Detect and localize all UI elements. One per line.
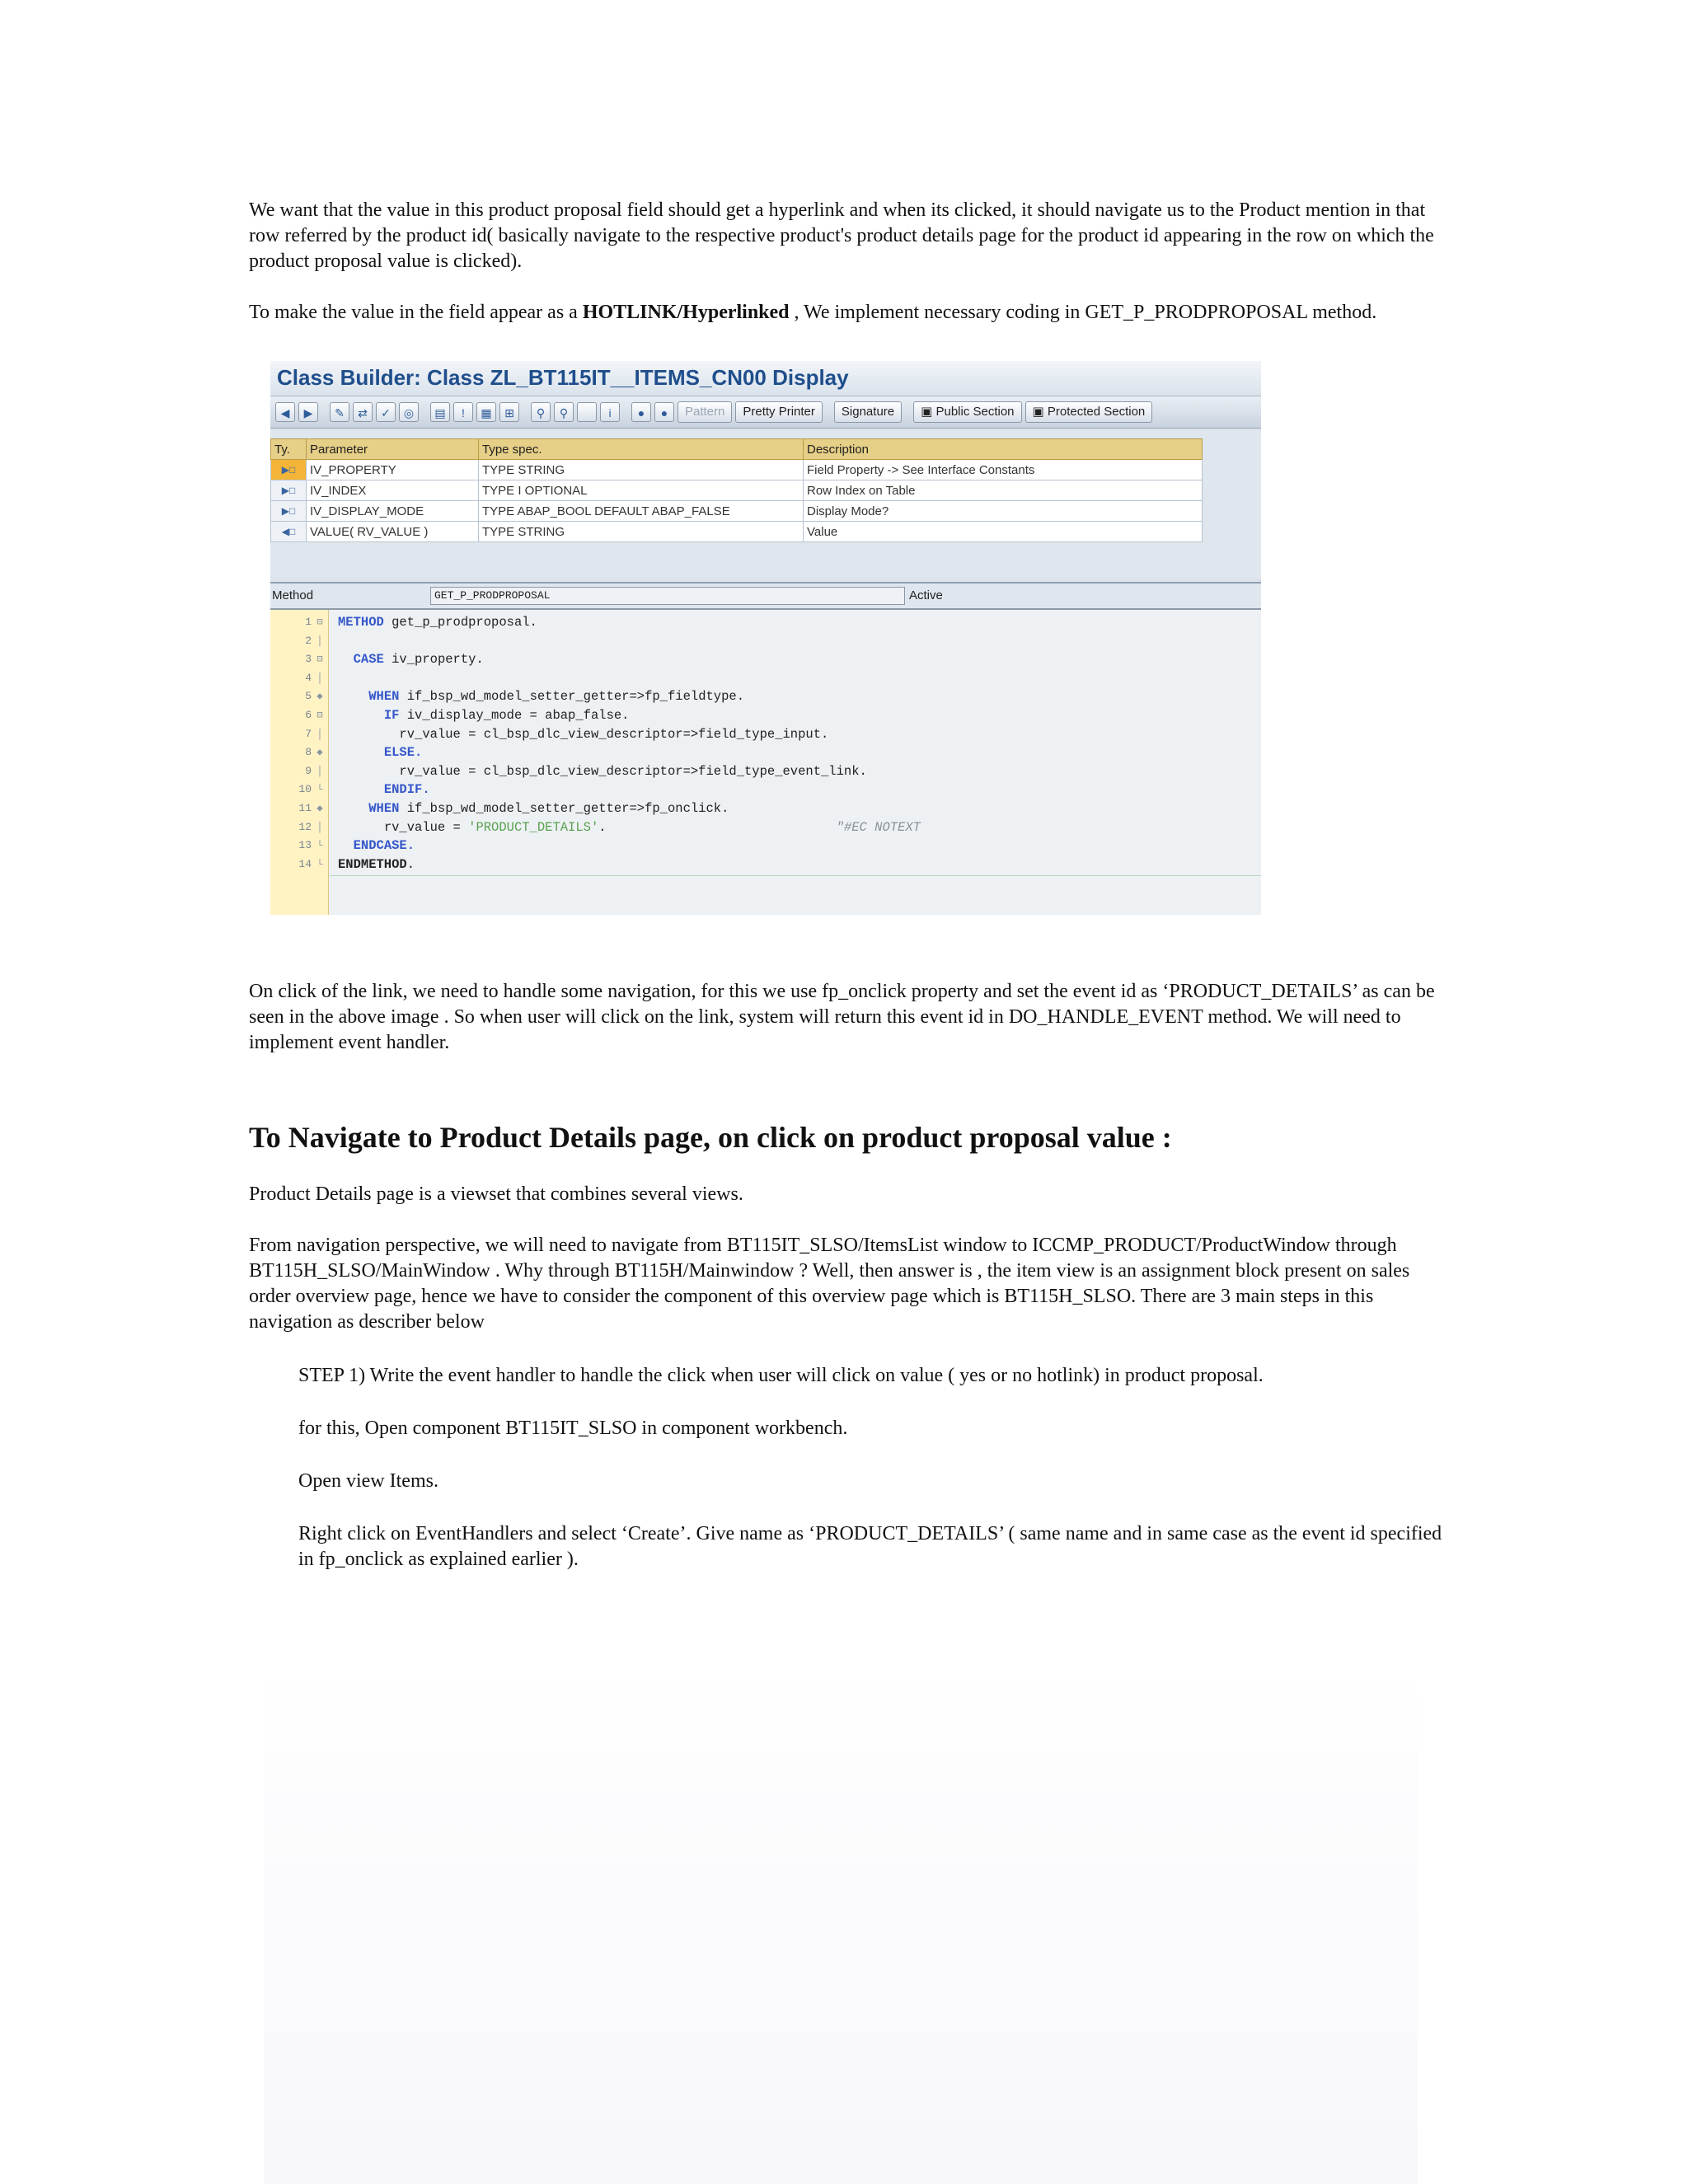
source-code[interactable] [298,613,1261,874]
importing-param-icon: ▶□ [271,501,307,522]
signature-button[interactable]: Signature [834,401,902,423]
external-breakpoint-icon[interactable]: ● [654,402,674,422]
parameter-area [270,430,1261,579]
protected-section-label: Protected Section [1047,405,1146,419]
description-cell[interactable]: Display Mode? [804,501,1203,522]
table-row[interactable] [271,460,1203,480]
returning-param-icon: ◀□ [271,522,307,542]
description-cell[interactable]: Value [804,522,1203,542]
code-line: 5 ◆ WHEN if_bsp_wd_model_setter_getter=>fp_fieldtype. [305,689,745,705]
code-line: 7 │ rv_value = cl_bsp_dlc_view_descriptor=>field_type_input. [305,726,829,742]
hotlink-paragraph-end: , We implement necessary coding in GET_P_PRODPROPOSAL method. [789,302,1377,323]
class-builder-screenshot [270,361,1261,915]
protected-section-button[interactable] [1025,401,1153,423]
open-component-paragraph: for this, Open component BT115IT_SLSO in component workbench. [298,1418,848,1439]
window-title: Class Builder: Class ZL_BT115IT__ITEMS_CN00 Display [270,361,1261,394]
pretty-printer-button[interactable]: Pretty Printer [735,401,823,423]
description-cell[interactable]: Row Index on Table [804,480,1203,501]
column-header-type: Ty. [271,439,307,460]
create-handler-paragraph: Right click on EventHandlers and select ‘Create’. Give name as ‘PRODUCT_DETAILS’ ( same name and in same case as the event id specified in fp_onclick as explained earlier ). [298,1523,1442,1570]
public-section-button[interactable] [913,401,1021,423]
code-line: 8 ◆ ELSE. [305,745,423,761]
type-spec-cell[interactable]: TYPE ABAP_BOOL DEFAULT ABAP_FALSE [479,501,804,522]
switch-icon[interactable]: ⇄ [353,402,373,422]
parameter-table [270,438,1203,542]
end-of-code-line [330,875,1261,876]
open-view-paragraph: Open view Items. [298,1470,438,1492]
blank-icon[interactable] [577,402,597,422]
onclick-paragraph: On click of the link, we need to handle some navigation, for this we use fp_onclick property and set the event id as ‘PRODUCT_DETAILS’ as can be seen in the above image . So when user will click on the link, system will return this event id in DO_HANDLE_EVENT method. We will need to implement event handler. [249,981,1435,1053]
toolbar [270,396,1261,429]
page-background [264,1665,1418,2184]
forward-icon[interactable]: ▶ [298,402,318,422]
navigation-paragraph: From navigation perspective, we will need to navigate from BT115IT_SLSO/ItemsList window to ICCMP_PRODUCT/ProductWindow through BT115H_SLSO/MainWindow . Why through BT115H/Mainwindow ? Well, then answer is , the item view is an assignment block present on sales order overview page, hence we have to consider the component of this overview page which is BT115H_SLSO. There are 3 main steps in this navigation as describer below [249,1235,1410,1333]
description-cell[interactable]: Field Property -> See Interface Constants [804,460,1203,480]
public-section-label: Public Section [935,405,1015,419]
importing-param-icon: ▶□ [271,480,307,501]
breakpoint-icon[interactable]: ● [631,402,651,422]
section-icon: ▣ [921,405,936,419]
find-next-icon[interactable]: ⚲ [554,402,574,422]
column-header-description: Description [804,439,1203,460]
type-spec-cell[interactable]: TYPE STRING [479,460,804,480]
find-icon[interactable]: ⚲ [531,402,551,422]
column-header-parameter: Parameter [307,439,479,460]
parameter-cell[interactable]: IV_DISPLAY_MODE [307,501,479,522]
method-label: Method [272,588,314,602]
section-heading: To Navigate to Product Details page, on click on product proposal value : [249,1121,1172,1154]
parameter-cell[interactable]: IV_PROPERTY [307,460,479,480]
edit-icon[interactable]: ✎ [330,402,349,422]
section-icon: ▣ [1032,405,1048,419]
code-line: 12 │ rv_value = 'PRODUCT_DETAILS'. "#EC NOTEXT [298,819,921,835]
code-line: 11 ◆ WHEN if_bsp_wd_model_setter_getter=>fp_onclick. [298,800,729,816]
code-line: 1 ⊟ METHOD get_p_prodproposal. [305,615,537,630]
table-row[interactable] [271,522,1203,542]
code-line: 14 └ ENDMETHOD. [298,856,415,872]
column-header-type-spec: Type spec. [479,439,804,460]
method-name-field[interactable]: GET_P_PRODPROPOSAL [430,587,905,605]
display-object-icon[interactable]: ▦ [476,402,496,422]
code-line: 2 │ [305,634,323,647]
where-used-icon[interactable]: ! [453,402,473,422]
code-line: 10 └ ENDIF. [298,782,430,798]
activate-icon[interactable]: ◎ [399,402,419,422]
viewset-paragraph: Product Details page is a viewset that combines several views. [249,1183,743,1205]
method-status: Active [909,588,943,602]
code-line: 13 └ ENDCASE. [298,838,415,854]
code-line: 9 │ rv_value = cl_bsp_dlc_view_descriptor=>field_type_event_link. [305,763,867,779]
method-bar [270,582,1261,608]
code-line: 3 ⊟ CASE iv_property. [305,652,484,668]
importing-param-icon: ▶□ [271,460,307,480]
object-list-icon[interactable]: ▤ [430,402,450,422]
hotlink-term: HOTLINK/Hyperlinked [582,302,790,323]
hotlink-paragraph-start: To make the value in the field appear as a [249,302,583,323]
parameter-table-header [271,439,1203,460]
hierarchy-icon[interactable]: ⊞ [499,402,519,422]
step-1-paragraph: STEP 1) Write the event handler to handle the click when user will click on value ( yes or no hotlink) in product proposal. [298,1365,1264,1386]
back-icon[interactable]: ◀ [275,402,295,422]
hotlink-paragraph [249,300,1444,326]
intro-paragraph: We want that the value in this product proposal field should get a hyperlink and when its clicked, it should navigate us to the Product mention in that row referred by the product id( basically navigate to the respective product's product details page for the product id appearing in the row on which the product proposal value is clicked). [249,199,1434,272]
table-row[interactable] [271,501,1203,522]
type-spec-cell[interactable]: TYPE STRING [479,522,804,542]
parameter-cell[interactable]: VALUE( RV_VALUE ) [307,522,479,542]
code-line: 4 │ [305,671,323,684]
type-spec-cell[interactable]: TYPE I OPTIONAL [479,480,804,501]
code-line: 6 ⊟ IF iv_display_mode = abap_false. [305,707,630,723]
table-row[interactable] [271,480,1203,501]
code-editor[interactable] [270,608,1261,915]
pattern-button[interactable]: Pattern [678,401,732,423]
check-icon[interactable]: ✓ [376,402,396,422]
parameter-cell[interactable]: IV_INDEX [307,480,479,501]
info-icon[interactable]: i [600,402,620,422]
